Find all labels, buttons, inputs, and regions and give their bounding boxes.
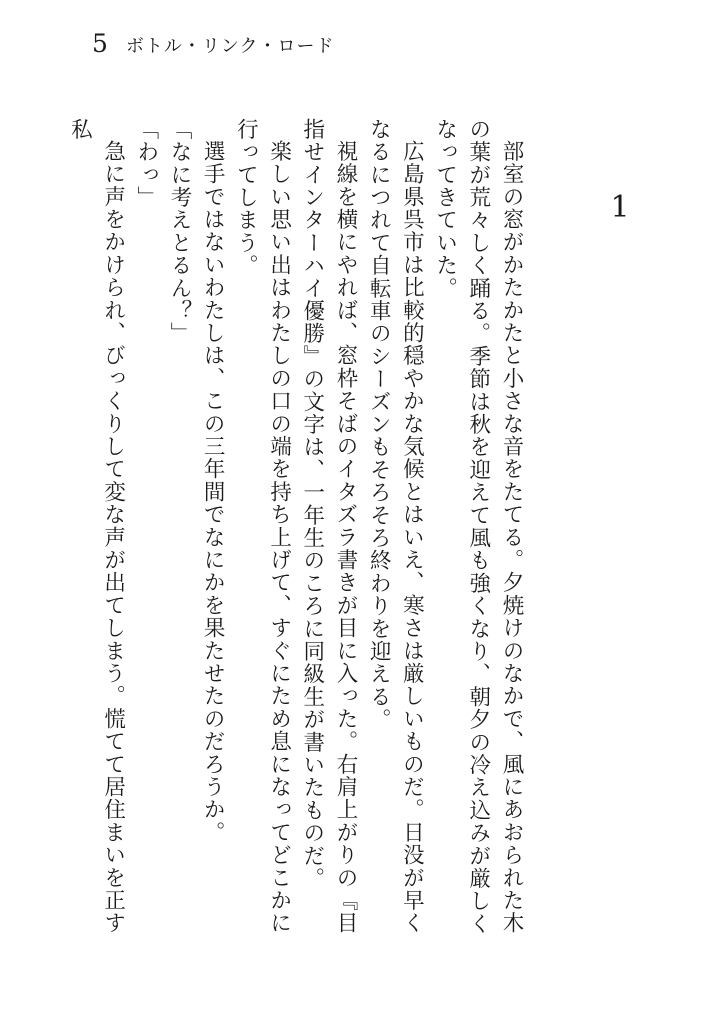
paragraph: 視線を横にやれば、窓枠そばのイタズラ書きが目に入った。右肩上がりの『目指せインターハイ優勝』の文字は、一年生のころに同級生が書いたものだ。 bbox=[299, 118, 358, 934]
book-title: ボトル・リンク・ロード bbox=[125, 36, 335, 57]
paragraph: 広島県呉市は比較的穏やかな気候とはいえ、寒さは厳しいものだ。日没が早くなるにつれて自転車のシーズンもそろそろ終わりを迎える。 bbox=[366, 118, 425, 935]
dialogue-line: 「なに考えとるん？」 bbox=[166, 118, 192, 345]
paragraph: 楽しい思い出はわたしの口の端を持ち上げて、すぐにため息になってどこかに行ってしまう。 bbox=[233, 118, 292, 934]
dialogue-line: 「わっ」 bbox=[133, 118, 159, 209]
paragraph: 選手ではないわたしは、この三年間でなにかを果たせたのだろうか。 bbox=[200, 139, 226, 844]
chapter-number: 1 bbox=[610, 190, 630, 225]
running-header bbox=[92, 24, 335, 64]
paragraph: 急に声をかけられ、びっくりして変な声が出てしまう。慌てて居住まいを正す私 bbox=[67, 118, 126, 934]
paragraph: 部室の窓がかたかたと小さな音をたてる。夕焼けのなかで、風にあおられた木の葉が荒々しく踊る。季節は秋を迎えて風も強くなり、朝夕の冷え込みが厳しくなってきていた。 bbox=[432, 118, 524, 936]
page-number: 5 bbox=[92, 29, 108, 58]
body-text bbox=[67, 118, 528, 942]
